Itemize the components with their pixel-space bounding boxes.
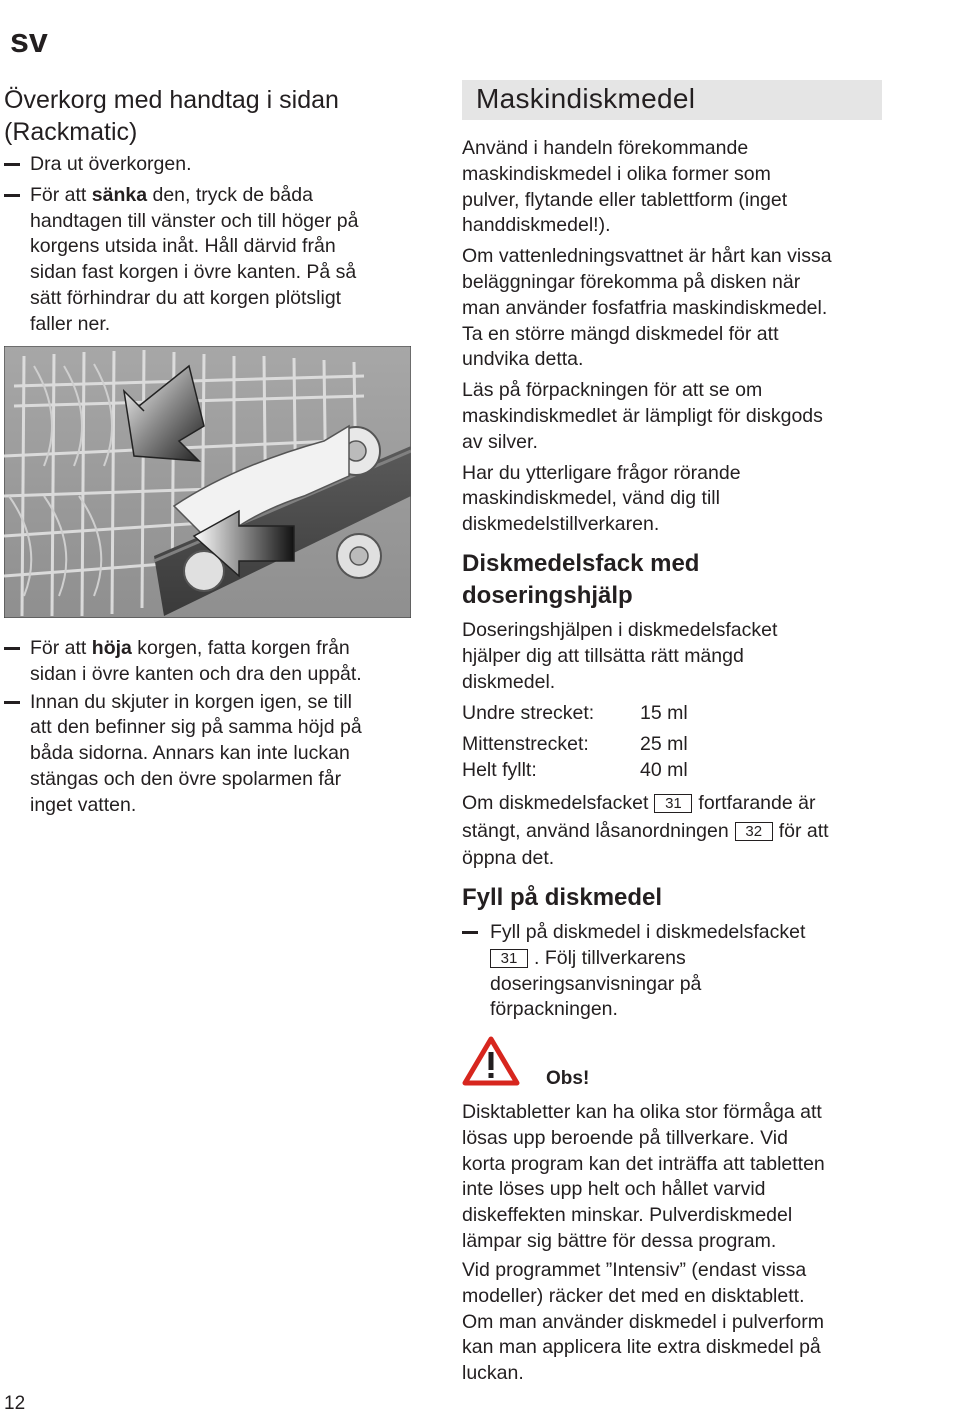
fill-section xyxy=(462,882,902,1023)
list-item: För att höja korgen, fatta korgen från sidan i övre kanten och dra den uppåt. xyxy=(4,636,414,688)
rackmatic-steps-bottom xyxy=(4,636,414,819)
list-item: Fyll på diskmedel i diskmedelsfacket 31 . Följ tillverkarens doseringsanvisningar på förpackningen. xyxy=(462,920,902,1023)
dosing-row: Mittenstrecket: 25 ml xyxy=(462,733,688,756)
detergent-paragraph: Använd i handeln förekommande maskindiskmedel i olika former som pulver, flytande eller tablettform (inget handdiskmedel!). xyxy=(462,137,788,237)
list-item: Innan du skjuter in korgen igen, se till att den befinner sig på samma höjd på båda sidorna. Annars kan inte luckan stängas och den övre spolarmen får inget vatten. xyxy=(4,690,414,819)
rackmatic-illustration xyxy=(4,346,411,618)
fill-heading: Fyll på diskmedel xyxy=(462,884,663,911)
dosing-closed-note: Om diskmedelsfacket 31 fortfarande är stängt, använd låsanordningen 32 för att öppna det. xyxy=(462,792,829,870)
reference-number-31: 31 xyxy=(490,949,528,968)
reference-number-32: 32 xyxy=(735,822,773,841)
dosing-intro: Doseringshjälpen i diskmedelsfacket hjälper dig att tillsätta rätt mängd diskmedel. xyxy=(462,619,778,693)
warning-paragraph: Disktabletter kan ha olika stor förmåga att lösas upp beroende på tillverkare. Vid korta program kan det inträffa att tabletten inte löses upp helt och hållet varvid diskeffekten minskar. Pulverdiskmedel lämpar sig bättre för dessa program. xyxy=(462,1101,825,1252)
basket-handle-image xyxy=(4,346,411,618)
section-title: Maskindiskmedel xyxy=(476,83,696,114)
list-item: Dra ut överkorgen. xyxy=(4,152,404,178)
dosing-heading: Diskmedelsfack med doseringshjälp xyxy=(462,550,700,609)
warning-title: Obs! xyxy=(546,1068,590,1089)
dash-bullet-icon xyxy=(4,163,20,166)
dosing-row: Undre strecket: 15 ml xyxy=(462,702,688,725)
dash-bullet-icon xyxy=(4,701,20,704)
detergent-text xyxy=(462,136,902,538)
warning-triangle-icon xyxy=(462,1036,520,1086)
dash-bullet-icon xyxy=(4,194,20,197)
rackmatic-section xyxy=(4,84,404,338)
language-code: sv xyxy=(10,22,48,60)
dosing-section xyxy=(462,548,902,873)
section-title-bar xyxy=(462,80,882,120)
list-item: För att sänka den, tryck de båda handtagen till vänster och till höger på korgens utsida inåt. Håll därvid från sidan fast korgen i övre kanten. På så sätt förhindrar du att korgen plötsligt faller ner. xyxy=(4,183,404,338)
reference-number-31: 31 xyxy=(654,794,692,813)
fill-steps xyxy=(462,920,902,1023)
dash-bullet-icon xyxy=(4,647,20,650)
dosing-row: Helt fyllt: 40 ml xyxy=(462,759,688,782)
warning-paragraph: Vid programmet ”Intensiv” (endast vissa modeller) räcker det med en disktablett. Om man använder diskmedel i pulverform kan man applicera lite extra diskmedel på luckan. xyxy=(462,1259,824,1385)
detergent-paragraph: Läs på förpackningen för att se om maskindiskmedlet är lämpligt för diskgods av silver. xyxy=(462,379,823,453)
dash-bullet-icon xyxy=(462,931,478,934)
detergent-paragraph: Om vattenledningsvattnet är hårt kan vissa beläggningar förekomma på disken när man använder fosfatfria maskindiskmedel. Ta en större mängd diskmedel för att undvika detta. xyxy=(462,245,832,371)
rackmatic-heading: Överkorg med handtag i sidan (Rackmatic) xyxy=(4,86,339,146)
page-number: 12 xyxy=(4,1393,26,1414)
rackmatic-steps-top xyxy=(4,152,404,338)
detergent-paragraph: Har du ytterligare frågor rörande maskindiskmedel, vänd dig till diskmedelstillverkaren. xyxy=(462,461,741,536)
